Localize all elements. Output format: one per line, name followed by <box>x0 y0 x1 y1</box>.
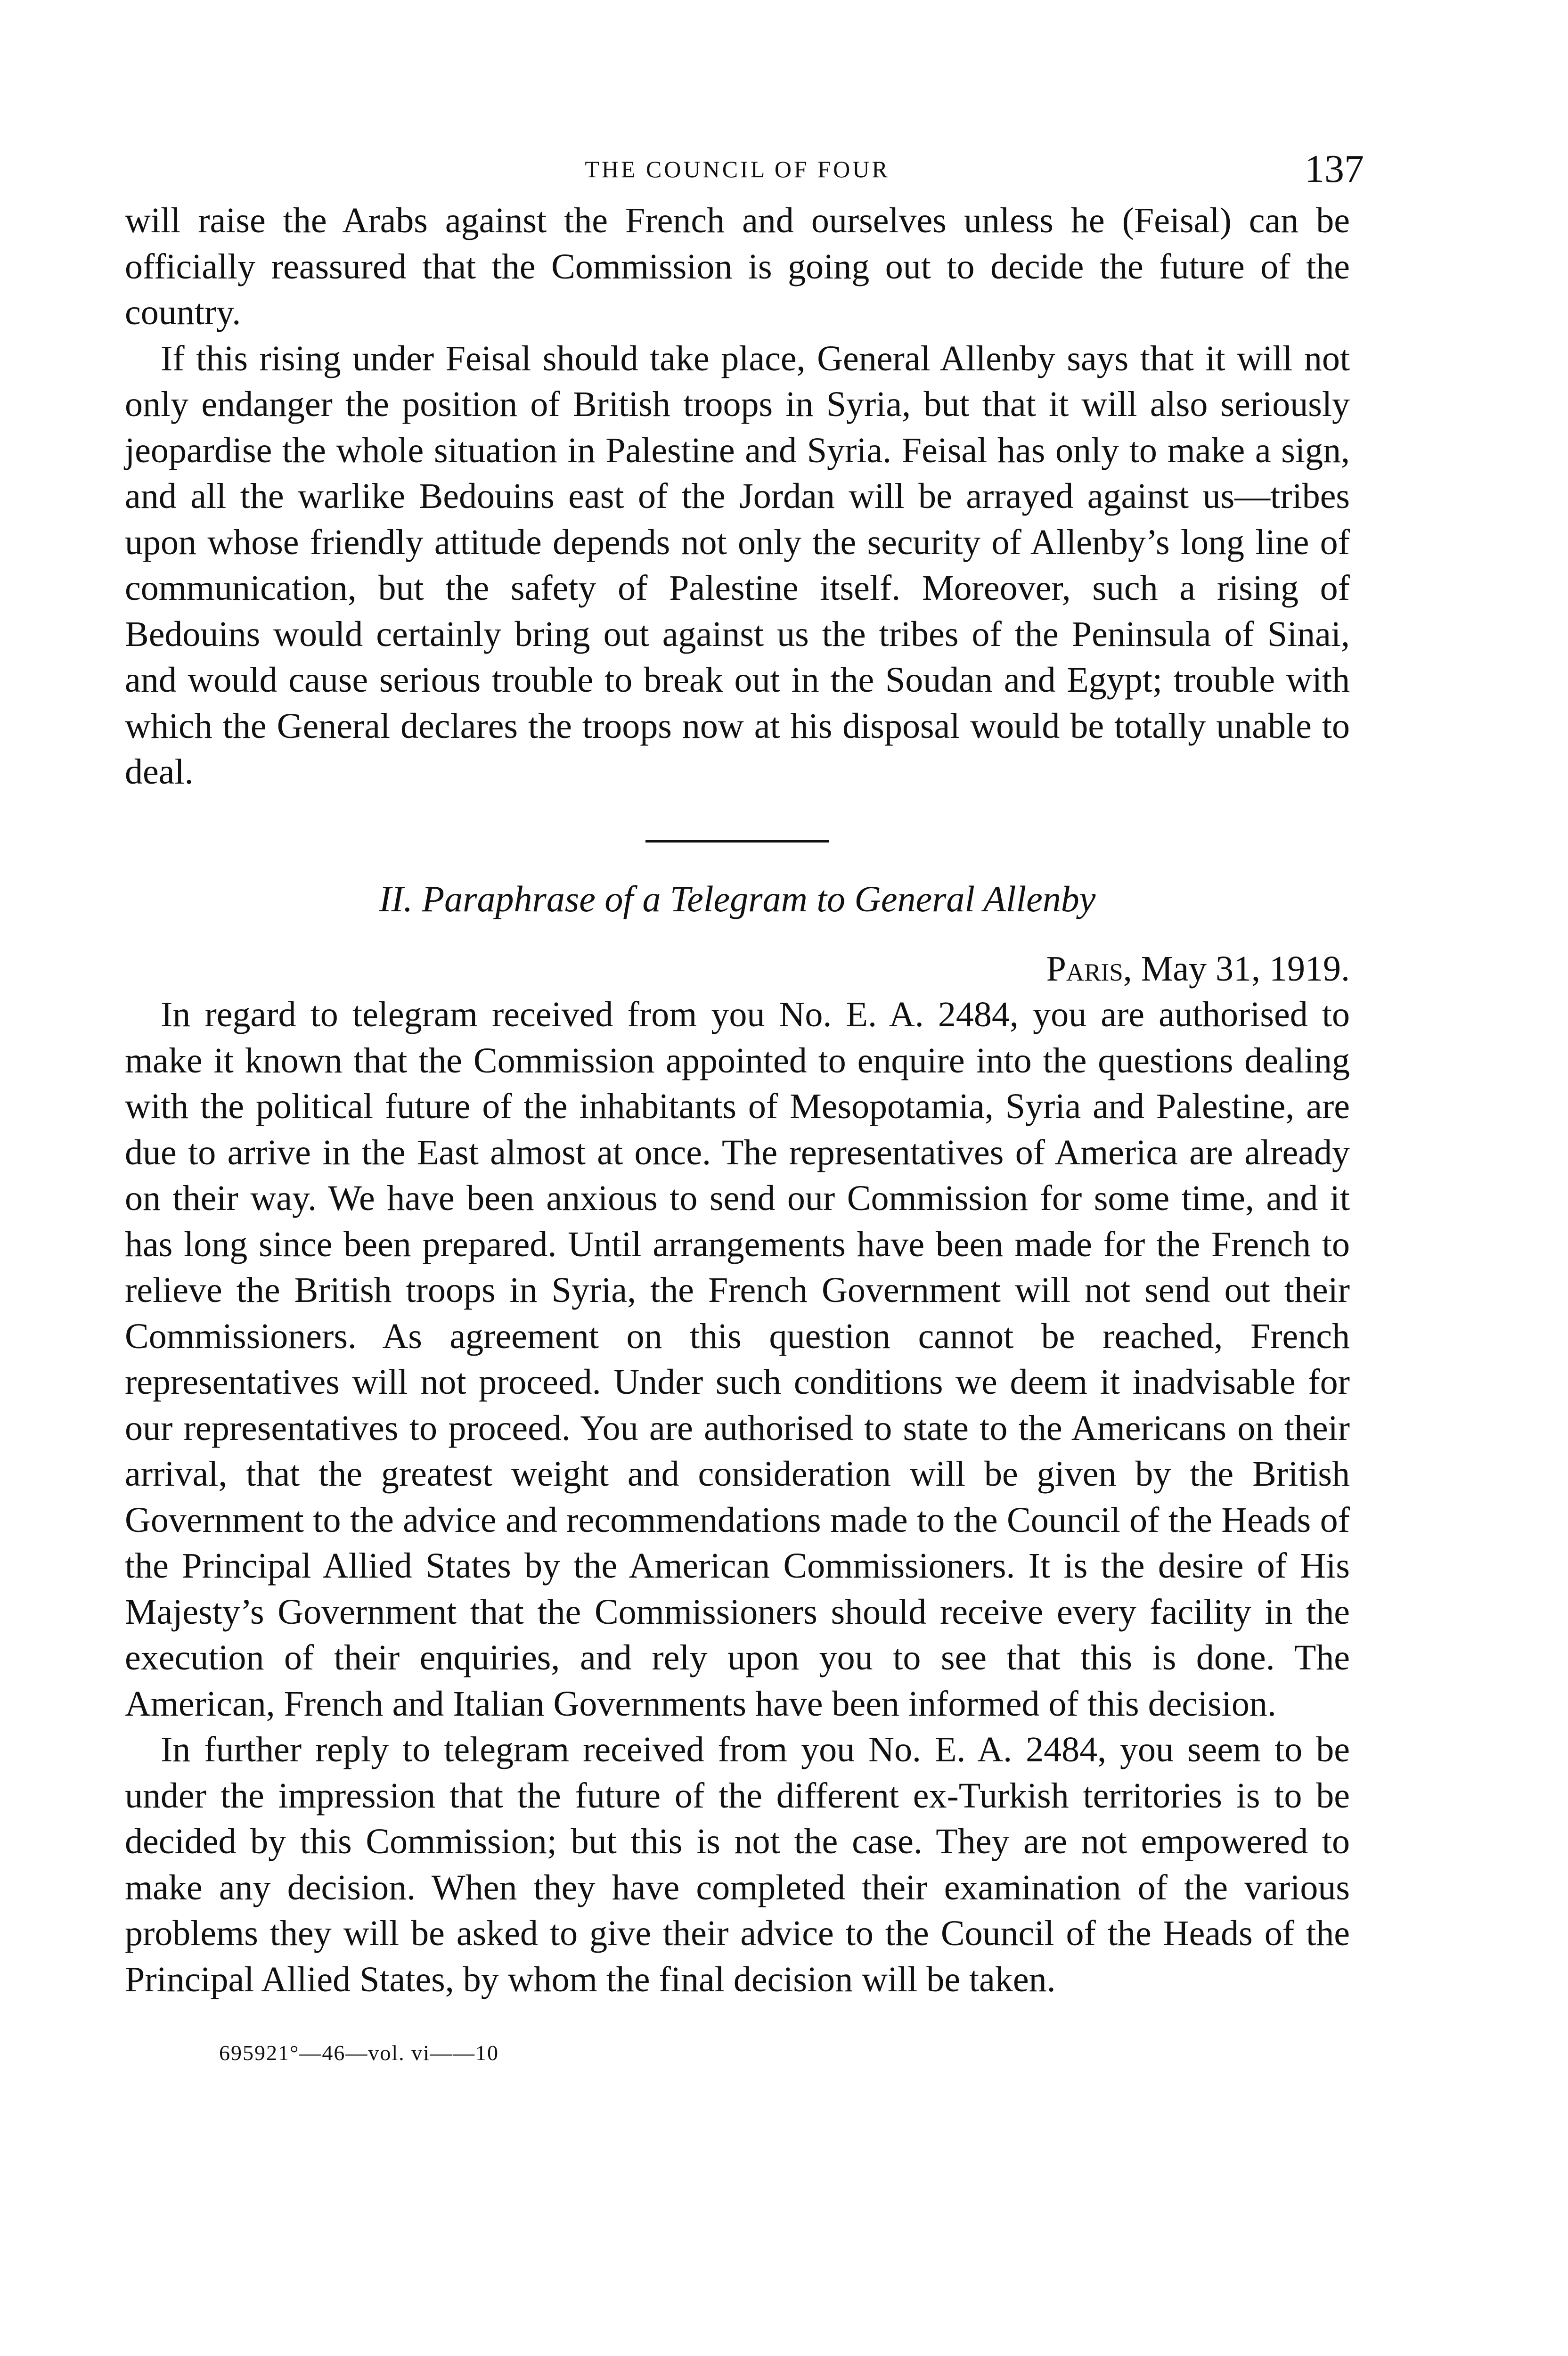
dateline <box>125 946 1350 992</box>
body-paragraph-allenby-warning: If this rising under Feisal should take place, General Allenby says that it will not only endanger the position of British troops in Syria, but that it will also seriously jeopardise the whole situation in Palestine and Syria. Feisal has only to make a sign, and all the warlike Bedouins east of the Jordan will be arrayed against us—tribes upon whose friendly attitude depends not only the security of Allenby’s long line of communication, but the safety of Palestine itself. Moreover, such a rising of Bedouins would certainly bring out against us the tribes of the Peninsula of Sinai, and would cause serious trouble to break out in the Soudan and Egypt; trouble with which the General declares the troops now at his disposal would be totally unable to deal. <box>125 338 1350 792</box>
print-reference: 695921°—46—vol. vi——10 <box>219 2041 499 2065</box>
body-paragraph-continued: will raise the Arabs against the French and ourselves unless he (Feisal) can be officially reassured that the Commission is going out to decide the future of the country. <box>125 201 1350 332</box>
running-head <box>125 147 1364 198</box>
section-divider-rule <box>645 840 829 843</box>
telegram-paragraph-1: In regard to telegram received from you No. E. A. 2484, you are authorised to make it known that the Commission appointed to enquire into the questions dealing with the political future of the inhabitants of Mesopotamia, Syria and Palestine, are due to arrive in the East almost at once. The representatives of America are already on their way. We have been anxious to send our Commission for some time, and it has long since been prepared. Until arrangements have been made for the French to relieve the British troops in Syria, the French Government will not send out their Commissioners. As agreement on this question cannot be reached, French representatives will not proceed. Under such conditions we deem it inadvisable for our representatives to proceed. You are authorised to state to the Americans on their arrival, that the greatest weight and consideration will be given by the British Government to the advice and recommendations made to the Council of the Heads of the Principal Allied States by the American Commissioners. It is the desire of His Majesty’s Government that the Commissioners should receive every facility in the execution of their enquiries, and rely upon you to see that this is done. The American, French and Italian Governments have been informed of this decision. <box>125 995 1350 1724</box>
section-heading: II. Paraphrase of a Telegram to General Allenby <box>379 878 1096 919</box>
dateline-place: Paris <box>1046 949 1123 989</box>
document-page <box>125 147 1364 2065</box>
dateline-date: , May 31, 1919. <box>1123 949 1350 989</box>
telegram-paragraph-2: In further reply to telegram received from you No. E. A. 2484, you seem to be under the impression that the future of the different ex-Turkish territories is to be decided by this Commission; but this is not the case. They are not empowered to make any decision. When they have completed their examination of the various problems they will be asked to give their advice to the Council of the Heads of the Principal Allied States, by whom the final decision will be taken. <box>125 1730 1350 1999</box>
page-number: 137 <box>1305 147 1364 191</box>
running-title: THE COUNCIL OF FOUR <box>585 156 890 182</box>
